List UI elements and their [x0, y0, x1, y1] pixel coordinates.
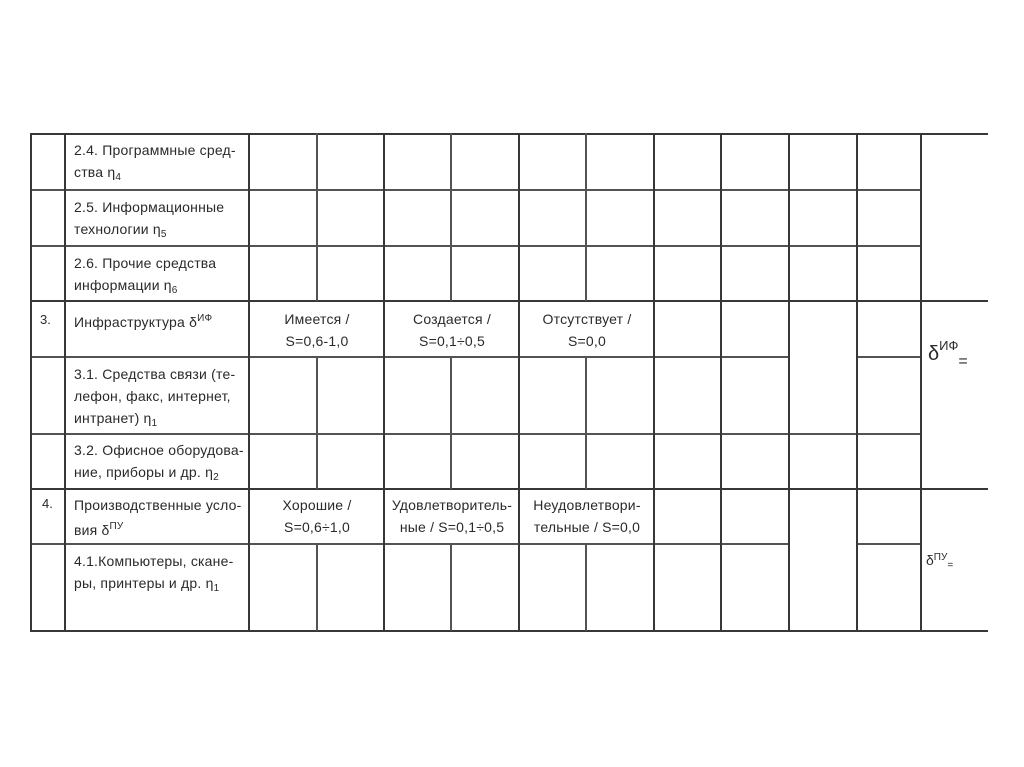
result-production-formula: $\delta^{ПУ}_=$	[926, 552, 954, 571]
infra-option-creating: Создается / S=0,1÷0,5	[413, 311, 491, 349]
column-divider	[856, 133, 858, 632]
row-label-production-conditions: Производственные усло- вия $\delta^{ПУ}$	[74, 497, 242, 538]
column-divider	[788, 133, 790, 632]
row-label-2-5: 2.5. Информационные технологии $\eta_5$	[74, 199, 225, 240]
row-label-4-1: 4.1.Компьютеры, скане- ры, принтеры и др. $\eta_1$	[74, 553, 234, 594]
table-left-border	[30, 133, 32, 632]
row-label-3-2: 3.2. Офисное оборудова- ние, приборы и др. $\eta_2$	[74, 442, 244, 483]
column-divider	[248, 133, 250, 632]
column-divider	[450, 133, 452, 301]
column-divider	[316, 543, 318, 631]
row-divider	[30, 543, 790, 545]
result-infrastructure-formula: $\delta^{ИФ}_=$	[928, 338, 968, 370]
row-number-4: 4.	[42, 496, 53, 511]
row-number-3: 3.	[40, 312, 51, 327]
column-divider	[64, 133, 66, 632]
column-divider	[720, 133, 722, 632]
column-divider	[316, 356, 318, 489]
column-divider	[316, 133, 318, 301]
infra-option-exists: Имеется / S=0,6-1,0	[284, 311, 350, 349]
row-divider	[856, 543, 920, 545]
row-divider	[30, 189, 920, 191]
prod-option-satisfactory: Удовлетворитель- ные / S=0,1÷0,5	[391, 497, 513, 535]
column-divider	[653, 133, 655, 632]
table-top-border	[30, 133, 988, 135]
row-divider	[856, 356, 920, 358]
column-divider	[920, 133, 922, 632]
row-divider	[30, 356, 790, 358]
table-bottom-border	[30, 630, 988, 632]
column-divider	[383, 133, 385, 632]
infra-option-absent: Отсутствует / S=0,0	[542, 311, 632, 349]
row-label-2-4: 2.4. Программные сред- ства $\eta_4$	[74, 142, 236, 183]
column-divider	[585, 356, 587, 489]
row-label-infrastructure: Инфраструктура $\delta^{ИФ}$	[74, 313, 213, 330]
prod-option-good: Хорошие / S=0,6÷1,0	[282, 497, 352, 535]
column-divider	[450, 543, 452, 631]
column-divider	[585, 543, 587, 631]
row-label-3-1: 3.1. Средства связи (те- лефон, факс, интернет, интранет) $\eta_1$	[74, 366, 236, 429]
column-divider	[450, 356, 452, 489]
prod-option-unsatisfactory: Неудовлетвори- тельные / S=0,0	[533, 497, 641, 535]
column-divider	[518, 133, 520, 632]
column-divider	[585, 133, 587, 301]
row-label-2-6: 2.6. Прочие средства информации $\eta_6$	[74, 255, 217, 296]
